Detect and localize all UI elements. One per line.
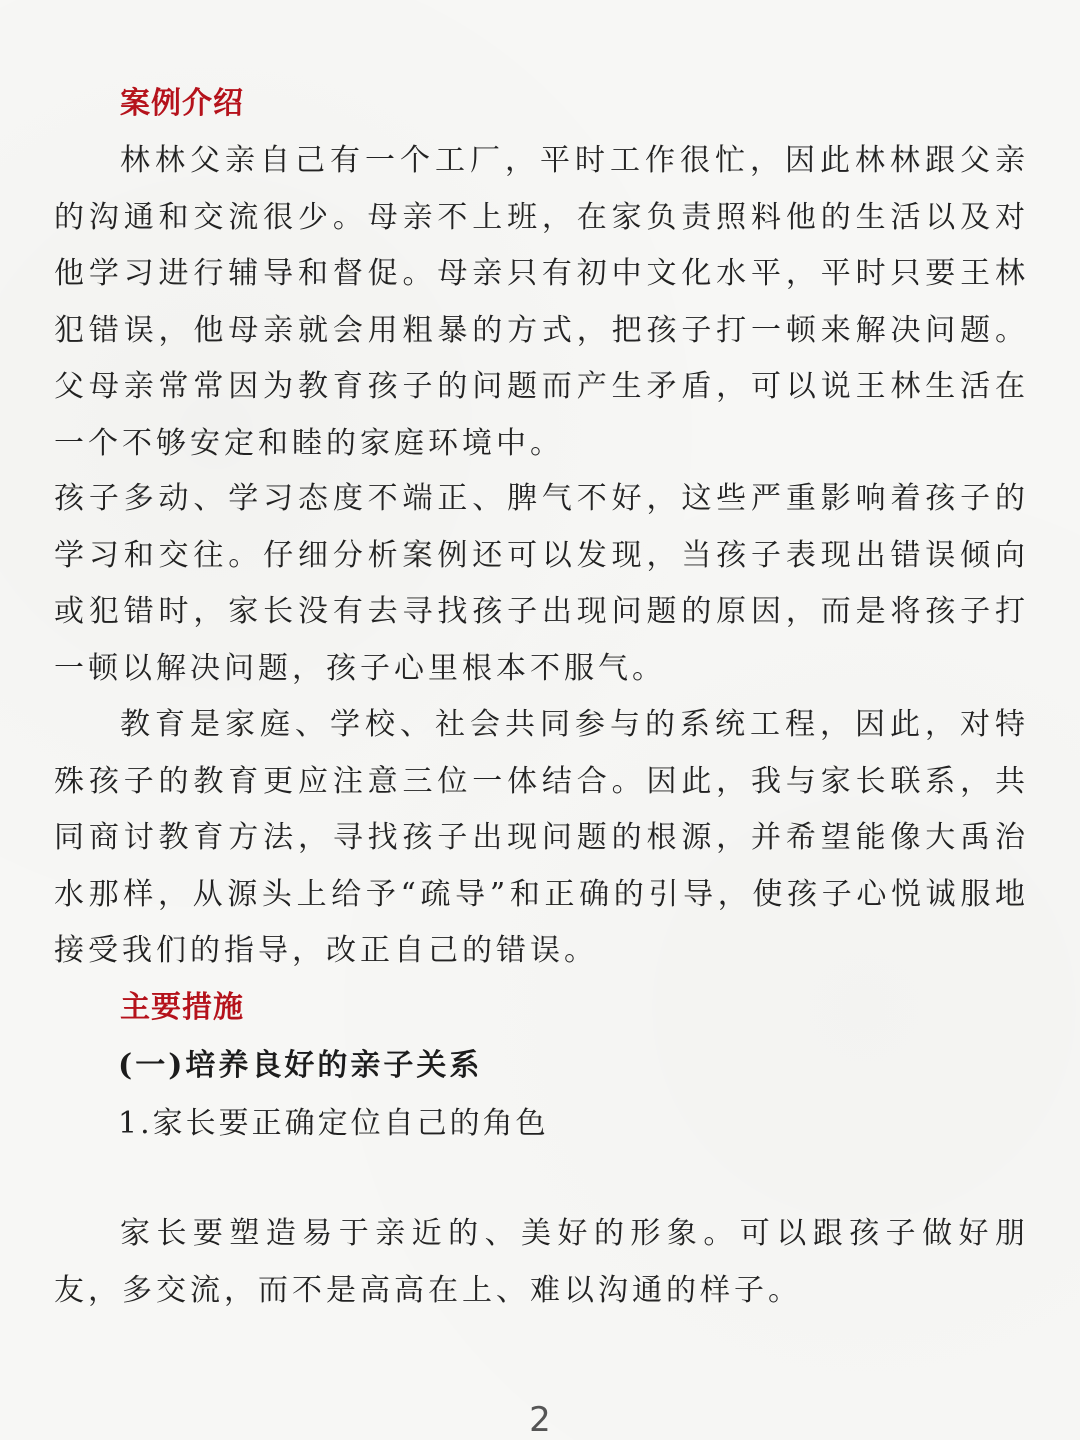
page-number: 2 xyxy=(529,1400,551,1440)
section-title-main-measures: 主要措施 xyxy=(120,990,244,1025)
section-title-case-intro: 案例介绍 xyxy=(120,86,244,121)
case-intro-paragraph-3: 教育是家庭、学校、社会共同参与的系统工程，因此，对特殊孩子的教育更应注意三位一体结合。因此，我与家长联系，共同商讨教育方法，寻找孩子出现问题的根源，并希望能像大禹治水那样，从源头上给予“疏导”和正确的引导，使孩子心悦诚服地接受我们的指导，改正自己的错误。 xyxy=(54,707,1029,968)
main-measures-paragraph-1: 家长要塑造易于亲近的、美好的形象。可以跟孩子做好朋友，多交流，而不是高高在上、难以沟通的样子。 xyxy=(54,1216,1029,1308)
case-intro-paragraph-1: 林林父亲自己有一个工厂，平时工作很忙，因此林林跟父亲的沟通和交流很少。母亲不上班，在家负责照料他的生活以及对他学习进行辅导和督促。母亲只有初中文化水平，平时只要王林犯错误，他母亲就会用粗暴的方式，把孩子打一顿来解决问题。父母亲常常因为教育孩子的问题而产生矛盾，可以说王林生活在一个不够安定和睦的家庭环境中。 xyxy=(54,143,1029,461)
list-item-1: 1.家长要正确定位自己的角色 xyxy=(118,1106,549,1141)
subheading-parent-child-relationship: (一)培养良好的亲子关系 xyxy=(118,1048,483,1083)
case-intro-paragraph-2: 孩子多动、学习态度不端正、脾气不好，这些严重影响着孩子的学习和交往。仔细分析案例还可以发现，当孩子表现出错误倾向或犯错时，家长没有去寻找孩子出现问题的原因，而是将孩子打一顿以解决问题，孩子心里根本不服气。 xyxy=(54,481,1029,686)
